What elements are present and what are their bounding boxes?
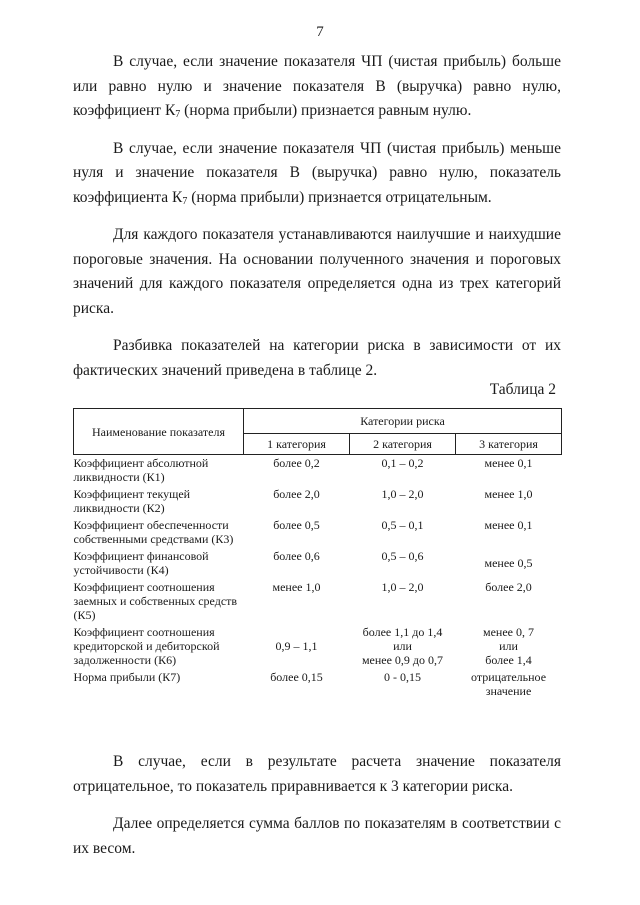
row-cat3: менее 0,1 (484, 456, 533, 470)
row-name: Норма прибыли (К7) (73, 670, 181, 684)
row-cat1: более 0,6 (273, 549, 320, 563)
table-row (74, 579, 562, 624)
row-cat3: менее 0, 7 или более 1,4 (483, 625, 535, 667)
body-text-top (73, 50, 561, 383)
table-row (74, 455, 562, 487)
table-row (74, 548, 562, 579)
row-cat2: 0,5 – 0,1 (381, 518, 424, 532)
row-cat1: более 0,15 (270, 670, 323, 684)
header-indicator-name: Наименование показателя (74, 409, 244, 455)
row-cat3: более 2,0 (485, 580, 532, 594)
row-cat3: менее 0,5 (484, 556, 533, 570)
row-name: Коэффициент финансовой устойчивости (К4) (73, 549, 209, 577)
row-cat2: 0,5 – 0,6 (381, 549, 424, 563)
paragraph-table-intro: Разбивка показателей на категории риска в зависимости от их фактических значений приведена в таблице 2. (73, 337, 561, 379)
row-cat3: менее 1,0 (484, 487, 533, 501)
row-cat2: 0,1 – 0,2 (381, 456, 424, 470)
row-cat2: 0 - 0,15 (384, 670, 421, 684)
table-row (74, 669, 562, 700)
row-cat1: более 2,0 (273, 487, 320, 501)
row-name: Коэффициент соотношения кредиторской и дебиторской задолженности (К6) (73, 625, 220, 667)
row-name: Коэффициент абсолютной ликвидности (К1) (73, 456, 209, 484)
row-cat1: более 0,2 (273, 456, 320, 470)
paragraph-negative-value: В случае, если в результате расчета значение показателя отрицательное, то показатель приравнивается к 3 категории риска. (73, 753, 561, 795)
header-risk-categories: Категории риска (244, 409, 562, 434)
risk-categories-table (73, 408, 562, 700)
row-cat3: менее 0,1 (484, 518, 533, 532)
table-row (74, 517, 562, 548)
page-number: 7 (316, 24, 324, 40)
paragraph-score-sum: Далее определяется сумма баллов по показателям в соответствии с их весом. (73, 815, 561, 857)
row-cat2: 1,0 – 2,0 (381, 580, 424, 594)
paragraph-net-profit-zero: В случае, если значение показателя ЧП (чистая прибыль) больше или равно нулю и значение показателя В (выручка) равно нулю, коэффициент $К_7$ (норма прибыли) признается равным нулю. (73, 53, 561, 120)
row-name: Коэффициент обеспеченности собственными средствами (К3) (73, 518, 234, 546)
row-name: Коэффициент соотношения заемных и собственных средств (К5) (73, 580, 238, 622)
row-cat1: менее 1,0 (272, 580, 321, 594)
table-row (74, 624, 562, 669)
table-caption: Таблица 2 (489, 381, 556, 398)
row-cat2: 1,0 – 2,0 (381, 487, 424, 501)
row-cat3: отрицательное значение (471, 670, 547, 698)
table-row (74, 486, 562, 517)
row-cat1: более 0,5 (273, 518, 320, 532)
header-category-1: 1 категория (244, 434, 350, 455)
row-name: Коэффициент текущей ликвидности (К2) (73, 487, 191, 515)
paragraph-net-profit-negative: В случае, если значение показателя ЧП (чистая прибыль) меньше нуля и значение показателя В (выручка) равно нулю, показатель коэффициента $К_7$ (норма прибыли) признается отрицательным. (73, 139, 561, 207)
row-cat1: 0,9 – 1,1 (275, 639, 318, 653)
header-category-2: 2 категория (350, 434, 456, 455)
body-text-bottom (73, 750, 561, 861)
row-cat2: более 1,1 до 1,4 или менее 0,9 до 0,7 (361, 625, 444, 667)
paragraph-thresholds: Для каждого показателя устанавливаются наилучшие и наихудшие пороговые значения. На основании полученного значения и пороговых значений для каждого показателя определяется одна из трех категорий риска. (73, 226, 561, 317)
header-category-3: 3 категория (456, 434, 562, 455)
